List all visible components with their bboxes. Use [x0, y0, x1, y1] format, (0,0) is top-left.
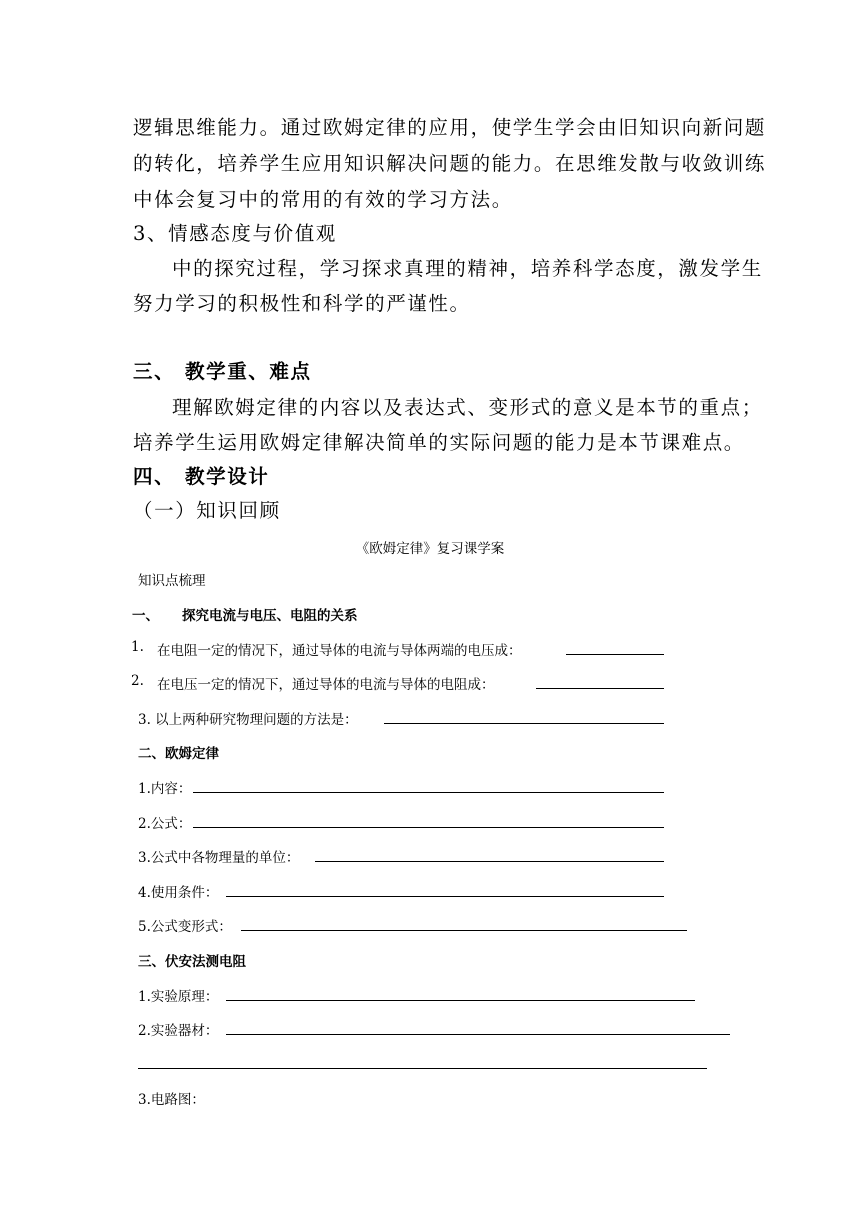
p2-item-1: 1.内容： — [138, 781, 192, 797]
section-4-title: 教学设计 — [185, 465, 270, 488]
p2-item-3: 3.公式中各物理量的单位： — [138, 850, 300, 866]
part-1-number: 一、 — [132, 608, 159, 624]
p2-item-4-line[interactable] — [226, 896, 664, 897]
p2-item-3-line[interactable] — [315, 861, 664, 862]
p2-item-4: 4.使用条件： — [138, 885, 219, 901]
part-1-title: 探究电流与电压、电阻的关系 — [182, 608, 358, 624]
p2-item-5: 5.公式变形式： — [138, 919, 232, 935]
section-3-title: 教学重、难点 — [185, 360, 312, 383]
q1-number: 1. — [131, 639, 144, 655]
emotion-line-2: 努力学习的积极性和科学的严谨性。 — [133, 292, 471, 315]
q3-text: 3. 以上两种研究物理问题的方法是： — [138, 712, 358, 728]
worksheet-sort-label: 知识点梳理 — [138, 573, 206, 589]
p3-item-2-line[interactable] — [226, 1034, 730, 1035]
p3-item-1: 1.实验原理： — [138, 989, 219, 1005]
p3-item-3: 3.电路图： — [138, 1092, 205, 1108]
p2-item-1-line[interactable] — [193, 792, 664, 793]
p2-item-2: 2.公式： — [138, 816, 192, 832]
part-2-title: 二、欧姆定律 — [138, 746, 219, 762]
emotion-line-1: 中的探究过程，学习探求真理的精神，培养科学态度，激发学生 — [172, 257, 763, 280]
q3-answer-line[interactable] — [384, 723, 664, 724]
intro-line-3: 中体会复习中的常用的有效的学习方法。 — [133, 188, 513, 211]
q2-text: 在电压一定的情况下，通过导体的电流与导体的电阻成： — [157, 677, 495, 693]
section-4-subheading: （一）知识回顾 — [133, 499, 281, 522]
emotion-heading: 3、情感态度与价值观 — [133, 222, 337, 245]
section-3-line-1: 理解欧姆定律的内容以及表达式、变形式的意义是本节的重点； — [172, 396, 763, 419]
p2-item-2-line[interactable] — [193, 827, 664, 828]
q2-answer-line[interactable] — [536, 688, 664, 689]
section-4-number: 四、 — [133, 465, 176, 488]
part-3-title: 三、伏安法测电阻 — [138, 954, 246, 970]
section-3-line-2: 培养学生运用欧姆定律解决简单的实际问题的能力是本节课难点。 — [133, 431, 745, 454]
worksheet-title: 《欧姆定律》复习课学案 — [355, 541, 505, 557]
p3-item-1-line[interactable] — [226, 1000, 695, 1001]
q1-text: 在电阻一定的情况下，通过导体的电流与导体两端的电压成： — [157, 643, 522, 659]
intro-line-2: 的转化，培养学生应用知识解决问题的能力。在思维发散与收敛训练 — [133, 152, 767, 175]
q2-number: 2. — [131, 673, 144, 689]
intro-line-1: 逻辑思维能力。通过欧姆定律的应用，使学生学会由旧知识向新问题 — [133, 116, 767, 139]
q1-answer-line[interactable] — [566, 654, 664, 655]
p2-item-5-line[interactable] — [241, 930, 687, 931]
p3-item-2: 2.实验器材： — [138, 1023, 219, 1039]
p3-item-2-line-2[interactable] — [138, 1068, 707, 1069]
section-3-number: 三、 — [133, 360, 176, 383]
